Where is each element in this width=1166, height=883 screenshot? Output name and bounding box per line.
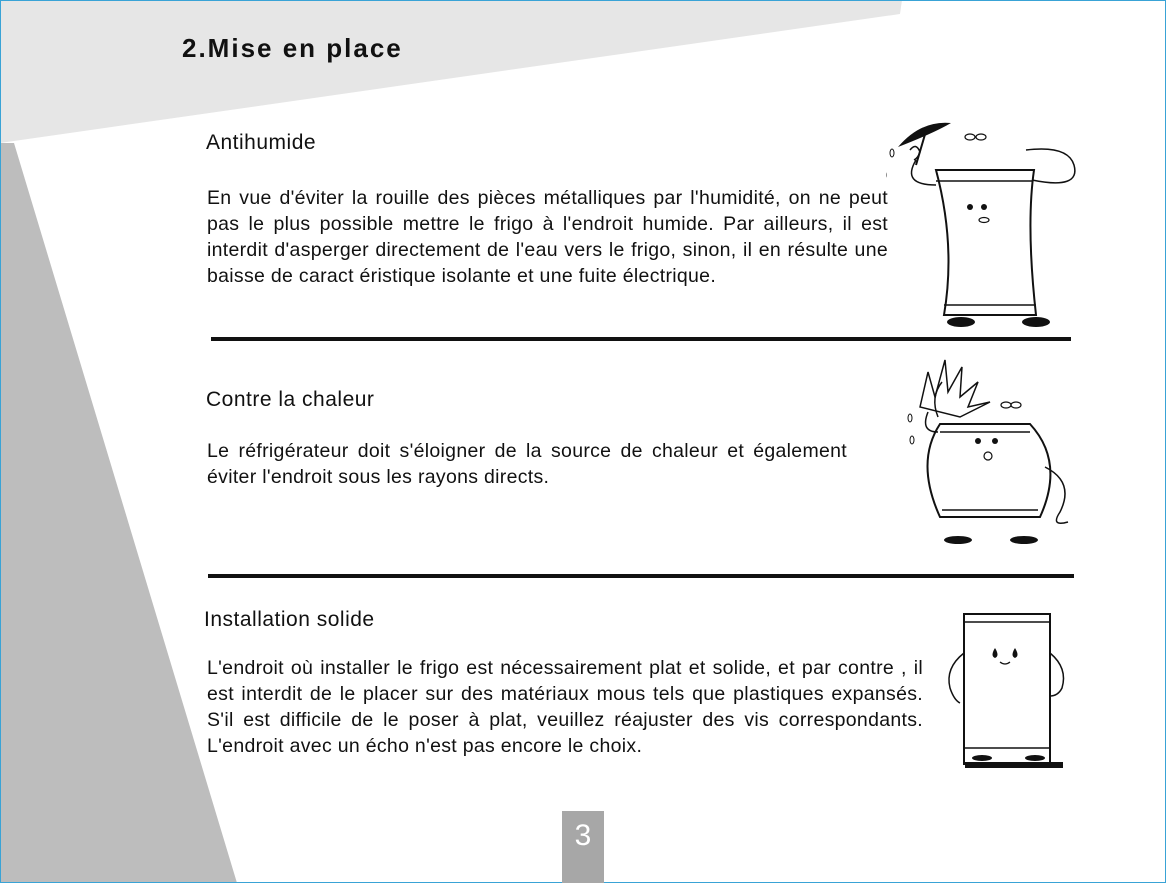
fridge-umbrella-icon [886, 115, 1086, 330]
section-title-antihumide: Antihumide [206, 131, 317, 154]
page-number: 3 [574, 819, 592, 852]
fridge-sun-icon [900, 352, 1080, 552]
fridge-level-icon [940, 608, 1070, 778]
section-divider [211, 337, 1071, 341]
section-text-antihumide: En vue d'éviter la rouille des pièces métalliques par l'humidité, on ne peut pas le plus possible mettre le frigo à l'endroit humide. Par ailleurs, il est interdit d'asperger directement de l'eau vers le frigo, sinon, il en résulte une baisse de caract éristique isolante et une fuite électrique. [207, 187, 888, 287]
section-text-chaleur: Le réfrigérateur doit s'éloigner de la source de chaleur et également éviter l'endroit sous les rayons directs. [207, 440, 847, 488]
page-number-box [562, 811, 604, 883]
page-heading: 2.Mise en place [182, 33, 403, 63]
section-text-installation: L'endroit où installer le frigo est nécessairement plat et solide, et par contre , il est interdit de le placer sur des matériaux mous tels que plastiques expansés. S'il est difficile de le poser à plat, veuillez réajuster des vis correspondants. L'endroit avec un écho n'est pas encore le choix. [207, 657, 923, 757]
section-title-chaleur: Contre la chaleur [206, 388, 375, 411]
section-divider [208, 574, 1074, 578]
section-title-installation: Installation solide [204, 608, 375, 631]
